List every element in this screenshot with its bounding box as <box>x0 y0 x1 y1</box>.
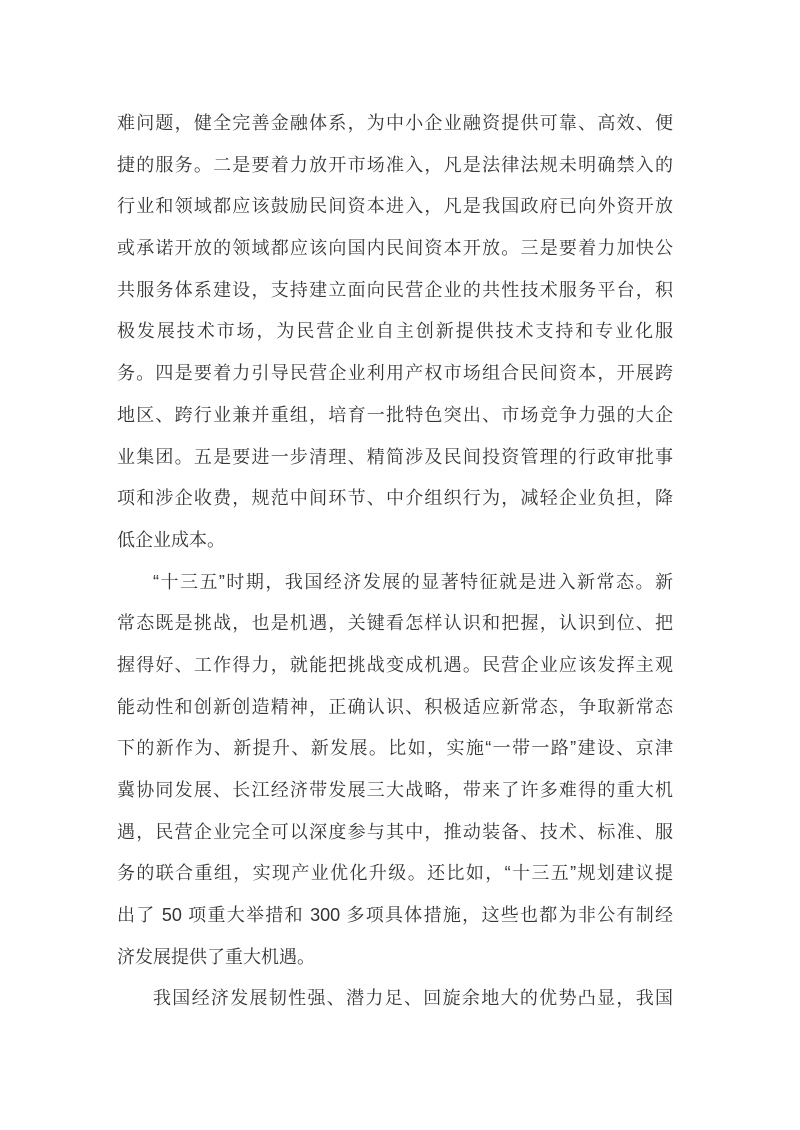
text-line: 极发展技术市场，为民营企业自主创新提供技术支持和专业化服 <box>117 321 673 342</box>
text-line: 或承诺开放的领域都应该向国内民间资本开放。三是要着力加快公 <box>117 238 673 259</box>
text-line: 低企业成本。 <box>117 529 225 550</box>
text-line: 下的新作为、新提升、新发展。比如，实施“一带一路”建设、京津 <box>117 738 673 759</box>
text-line: “十三五”时期，我国经济发展的显著特征就是进入新常态。新 <box>153 571 673 592</box>
text-line: 常态既是挑战，也是机遇，关键看怎样认识和把握，认识到位、把 <box>117 613 673 634</box>
text-line: 地区、跨行业兼并重组，培育一批特色突出、市场竞争力强的大企 <box>117 404 673 425</box>
text-line: 出了 50 项重大举措和 300 多项具体措施，这些也都为非公有制经 <box>117 905 673 926</box>
text-line: 遇，民营企业完全可以深度参与其中，推动装备、技术、标准、服 <box>117 821 673 842</box>
text-line: 我国经济发展韧性强、潜力足、回旋余地大的优势凸显，我国 <box>153 988 673 1009</box>
paragraph <box>117 103 673 562</box>
text-line: 冀协同发展、长江经济带发展三大战略，带来了许多难得的重大机 <box>117 780 673 800</box>
text-line: 项和涉企收费，规范中间环节、中介组织行为，减轻企业负担，降 <box>117 488 673 509</box>
text-line: 行业和领域都应该鼓励民间资本进入，凡是我国政府已向外资开放 <box>117 196 673 217</box>
text-line: 捷的服务。二是要着力放开市场准入，凡是法律法规未明确禁入的 <box>117 154 673 175</box>
text-line: 济发展提供了重大机遇。 <box>117 946 315 967</box>
text-line: 握得好、工作得力，就能把挑战变成机遇。民营企业应该发挥主观 <box>117 654 673 675</box>
paragraph <box>117 978 673 1020</box>
text-line: 业集团。五是要进一步清理、精简涉及民间投资管理的行政审批事 <box>117 446 673 467</box>
text-line: 共服务体系建设，支持建立面向民营企业的共性技术服务平台，积 <box>117 279 673 300</box>
paragraphs-container <box>117 103 673 1020</box>
text-line: 能动性和创新创造精神，正确认识、积极适应新常态，争取新常态 <box>117 696 673 717</box>
text-line: 务的联合重组，实现产业优化升级。还比如，“十三五”规划建议提 <box>117 863 673 884</box>
paragraph <box>117 562 673 979</box>
text-line: 务。四是要着力引导民营企业利用产权市场组合民间资本，开展跨 <box>117 363 673 384</box>
text-line: 难问题，健全完善金融体系，为中小企业融资提供可靠、高效、便 <box>117 113 673 133</box>
document-text <box>117 103 673 1020</box>
